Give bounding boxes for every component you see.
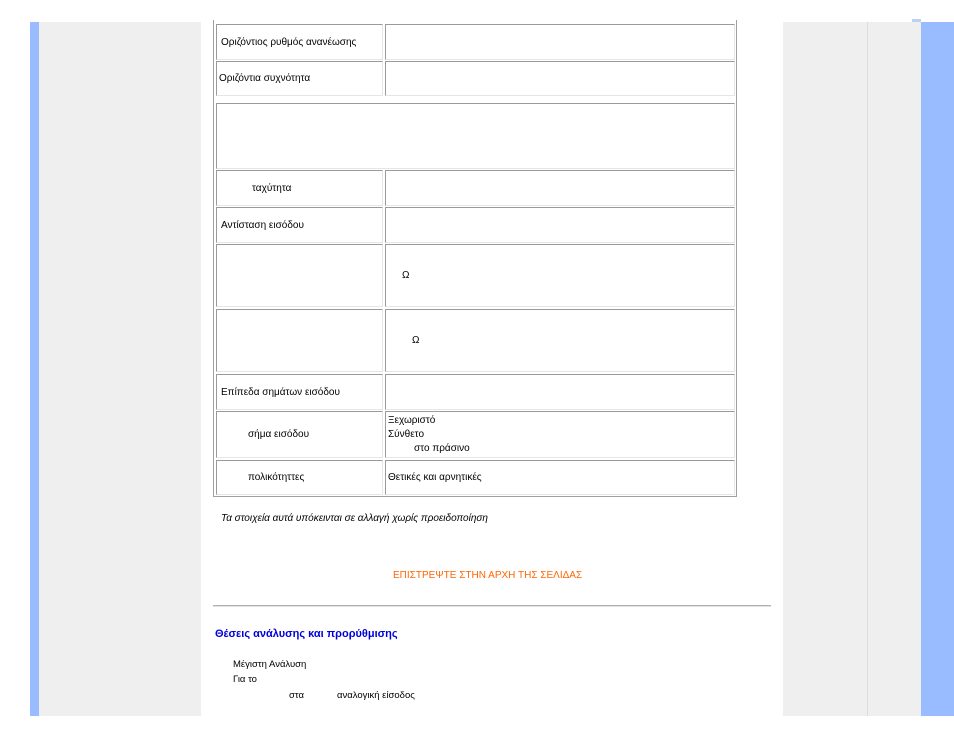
spec-value-cell [385, 61, 735, 96]
max-resolution-label: Μέγιστη Ανάλυση [233, 659, 307, 670]
back-to-top-link[interactable]: ΕΠΙΣΤΡΕΨΤΕ ΣΤΗΝ ΑΡΧΗ ΤΗΣ ΣΕΛΙΔΑΣ [393, 570, 583, 581]
spec-label: Αντίσταση εισόδου [221, 219, 304, 231]
table-row [216, 103, 735, 169]
spec-label: πολικότηττες [248, 472, 305, 483]
table-row [216, 244, 735, 307]
spec-label-cell [216, 460, 383, 495]
spec-label-cell [216, 309, 383, 372]
analog-input-label: αναλογική είσοδος [337, 690, 415, 701]
spec-value-cell [385, 244, 735, 307]
spec-label: ταχύτητα [252, 182, 292, 194]
spec-label-cell [216, 374, 383, 410]
right-margin-panel [783, 22, 867, 716]
table-row [216, 24, 735, 60]
spec-label-cell [216, 207, 383, 243]
signal-option-sync-on-green: στο πράσινο [414, 443, 470, 454]
spec-label: σήμα εισόδου [248, 429, 310, 440]
spec-label-cell [216, 61, 383, 96]
table-row [216, 170, 735, 206]
at-label: στα [289, 690, 304, 701]
spec-value-cell [385, 170, 735, 206]
spec-label-cell [216, 24, 383, 60]
spec-value-cell [385, 411, 735, 458]
table-row [216, 460, 735, 495]
table-row [216, 309, 735, 372]
right-accent-cap [912, 19, 921, 22]
signal-option-separate: Ξεχωριστό [388, 415, 436, 426]
table-row [216, 207, 735, 243]
table-row [216, 374, 735, 410]
spec-label: Οριζόντιος ρυθμός ανανέωσης [221, 36, 357, 48]
for-label: Για το [233, 674, 257, 685]
spec-value: Θετικές και αρνητικές [388, 472, 482, 483]
spec-value-cell [385, 460, 735, 495]
left-accent-bar [30, 22, 39, 716]
spec-value-cell [385, 207, 735, 243]
spec-value-cell [385, 374, 735, 410]
table-row [216, 61, 735, 96]
section-divider [213, 605, 771, 607]
disclaimer-note: Τα στοιχεία αυτά υπόκεινται σε αλλαγή χωρίς προειδοποίηση [221, 513, 488, 524]
spec-label: Επίπεδα σημάτων εισόδου [221, 386, 340, 398]
right-accent-bar [921, 22, 954, 716]
right-margin-panel-outer [868, 22, 921, 716]
spec-value: Ω [402, 270, 410, 281]
left-margin-panel [39, 22, 201, 716]
table-row [216, 411, 735, 458]
spec-label-cell [216, 244, 383, 307]
section-title: Θέσεις ανάλυσης και προρύθμισης [215, 628, 398, 640]
spec-value-cell [385, 309, 735, 372]
spec-value-cell [385, 24, 735, 60]
spec-label: Οριζόντια συχνότητα [219, 73, 311, 84]
spec-label-cell [216, 411, 383, 458]
spec-label-cell [216, 170, 383, 206]
spec-header-cell [216, 103, 735, 169]
signal-option-composite: Σύνθετο [388, 429, 425, 440]
spec-value: Ω [412, 335, 420, 346]
